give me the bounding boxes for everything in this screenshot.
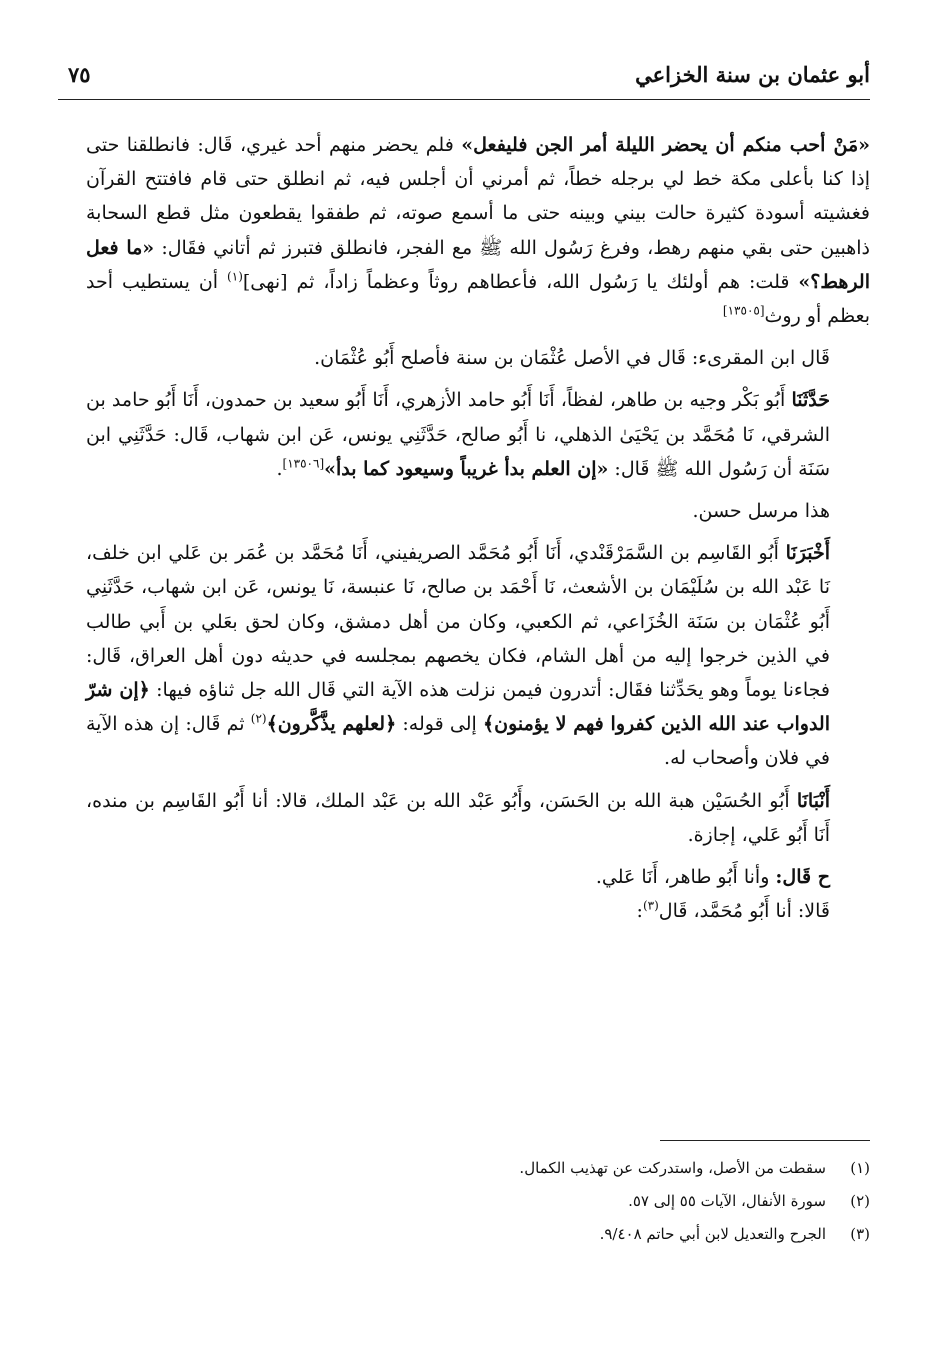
footnote-text: سورة الأنفال، الآيات ٥٥ إلى ٥٧. (628, 1192, 826, 1210)
header-rule (58, 99, 870, 100)
text-run: أن يستطيب أحد بعظم أو روث (86, 270, 870, 328)
footnote (200, 1185, 870, 1218)
paragraph (86, 536, 870, 775)
isnad-lead: ح قَال: (775, 866, 830, 889)
footnote-number: (٣) (850, 1225, 870, 1243)
isnad-lead: حَدَّثَنَا (791, 389, 830, 412)
footnote-number: (١) (850, 1159, 870, 1177)
text-run: وأنا أَبُو طاهر، أَنَا عَلي. (595, 866, 776, 889)
text-run: أَبُو بَكْر وجيه بن طاهر، لفظاً، أَنَا أَبُو حامد الأزهري، أَنَا أَبُو سعيد بن حمدون، أَنَا أَبُو حامد بن الشرقي، نَا مُحَمَّد بن يَحْيَىٰ الذهلي، نا أَبُو صالح، حَدَّثَنِي يونس، عَن ابن شهاب، قَال: حَدَّثَنِي ابن سَنَة أن رَسُول الله ﷺ قَال: (86, 389, 830, 480)
footnote-marker: (٢) (250, 711, 267, 726)
paragraph (86, 128, 870, 333)
footnote-separator (660, 1140, 870, 1141)
reference-number: [١٣٥٠٦] (282, 456, 325, 471)
text-run: ثم قَال: إن هذه الآية في فلان وأصحاب له. (86, 713, 830, 770)
page-header (58, 56, 870, 100)
hadith-quote: «إن العلم بدأ غريباً وسيعود كما بدأ» (324, 457, 609, 480)
page-number: ٧٥ (68, 62, 91, 87)
text-run: فلم يحضر منهم أحد غيري، قَال: فانطلقنا حتى إذا كنا بأعلى مكة خط لي برجله خطاً، ثم أمرني أن أجلس فيه، ثم انطلق حتى قام فافتتح القرآن فغشيته أسودة كثيرة حالت بيني وبينه حتى ما أسمع صوته، ثم طفقوا يقطعون مثل قطع السحابة ذاهبين حتى بقي منهم رهط، وفرغ رَسُول الله ﷺ مع الفجر، فانطلق فتبرز ثم أتاني فقَال: (86, 134, 870, 259)
footnote-marker: (٣) (642, 898, 659, 913)
footnote-text: الجرح والتعديل لابن أبي حاتم ٩/٤٠٨. (599, 1225, 826, 1243)
text-run: : (636, 900, 643, 923)
footnotes (200, 1152, 870, 1251)
isnad-lead: أَخْبَرَنَا (785, 542, 830, 565)
footnote (200, 1218, 870, 1251)
text-run: إلى قوله: (396, 713, 483, 736)
paragraph (86, 784, 870, 852)
paragraph (86, 894, 870, 928)
footnote-marker: (١) (227, 269, 243, 284)
text-run: . (276, 457, 283, 480)
paragraph (86, 383, 870, 486)
quran-verse: ﴿إن شرّ الدواب عند الله الذين كفروا فهم لا يؤمنون﴾ (86, 679, 830, 736)
text-run: أَبُو الحُسَيْن هبة الله بن الحَسَن، وأَبُو عَبْد الله بن عَبْد الملك، قالا: أنا أَبُو القَاسِم بن منده، أَنَا أَبُو عَلي، إجازة. (86, 789, 830, 846)
paragraph: قَال ابن المقرىء: قَال في الأصل عُثْمَان بن سنة فأصلح أَبُو عُثْمَان. (314, 347, 830, 370)
text-run: أَبُو القَاسِم بن السَّمَرْقَنْدي، أَنَا أَبُو مُحَمَّد الصريفيني، أَنَا مُحَمَّد بن عُمَر بن عَلي ابن خلف، نَا عَبْد الله بن سُلَيْمَان بن الأشعث، نَا أَحْمَد بن صالح، نَا عنبسة، نَا يونس، عَن ابن شهاب، حَدَّثَنِي أَبُو عُثْمَان بن سَنَة الخُزَاعي، ثم الكعبي، وكان من أهل دمشق، وكان لحق بعَلي بن أَبي طالب في الذين خرجوا إليه من أهل الشام، فكان يخصهم بمجلسه في حديثه دون أهل العراق، قَال: فجاءنا يوماً وهو يحَدِّثنا فقَال: أتدرون فيمن نزلت هذه الآية التي قَال الله جل ثناؤه فيها: (86, 542, 830, 702)
quran-verse: ﴿لعلهم يذَّكَّرون﴾ (266, 713, 397, 736)
footnote (200, 1152, 870, 1185)
footnote-text: سقطت من الأصل، واستدركت عن تهذيب الكمال. (519, 1159, 826, 1177)
reference-number: [١٣٥٠٥] (722, 303, 765, 318)
text-run: قلت: هم أولئك يا رَسُول الله، فأعطاهم روثاً وعظماً زاداً، ثم [نهى] (242, 270, 799, 293)
hadith-quote: «ما فعل الرهط؟» (86, 236, 870, 293)
hadith-quote: «مَنْ أحب منكم أن يحضر الليلة أمر الجن فليفعل» (461, 134, 870, 156)
footnote-number: (٢) (850, 1192, 870, 1210)
paragraph (86, 860, 870, 894)
isnad-lead: أَنْبَانَا (796, 789, 830, 812)
paragraph: هذا مرسل حسن. (692, 500, 830, 523)
main-text (86, 128, 870, 928)
running-title: أبو عثمان بن سنة الخزاعي (635, 62, 870, 87)
text-run: قَالا: أنا أَبُو مُحَمَّد، قَال (658, 900, 830, 923)
